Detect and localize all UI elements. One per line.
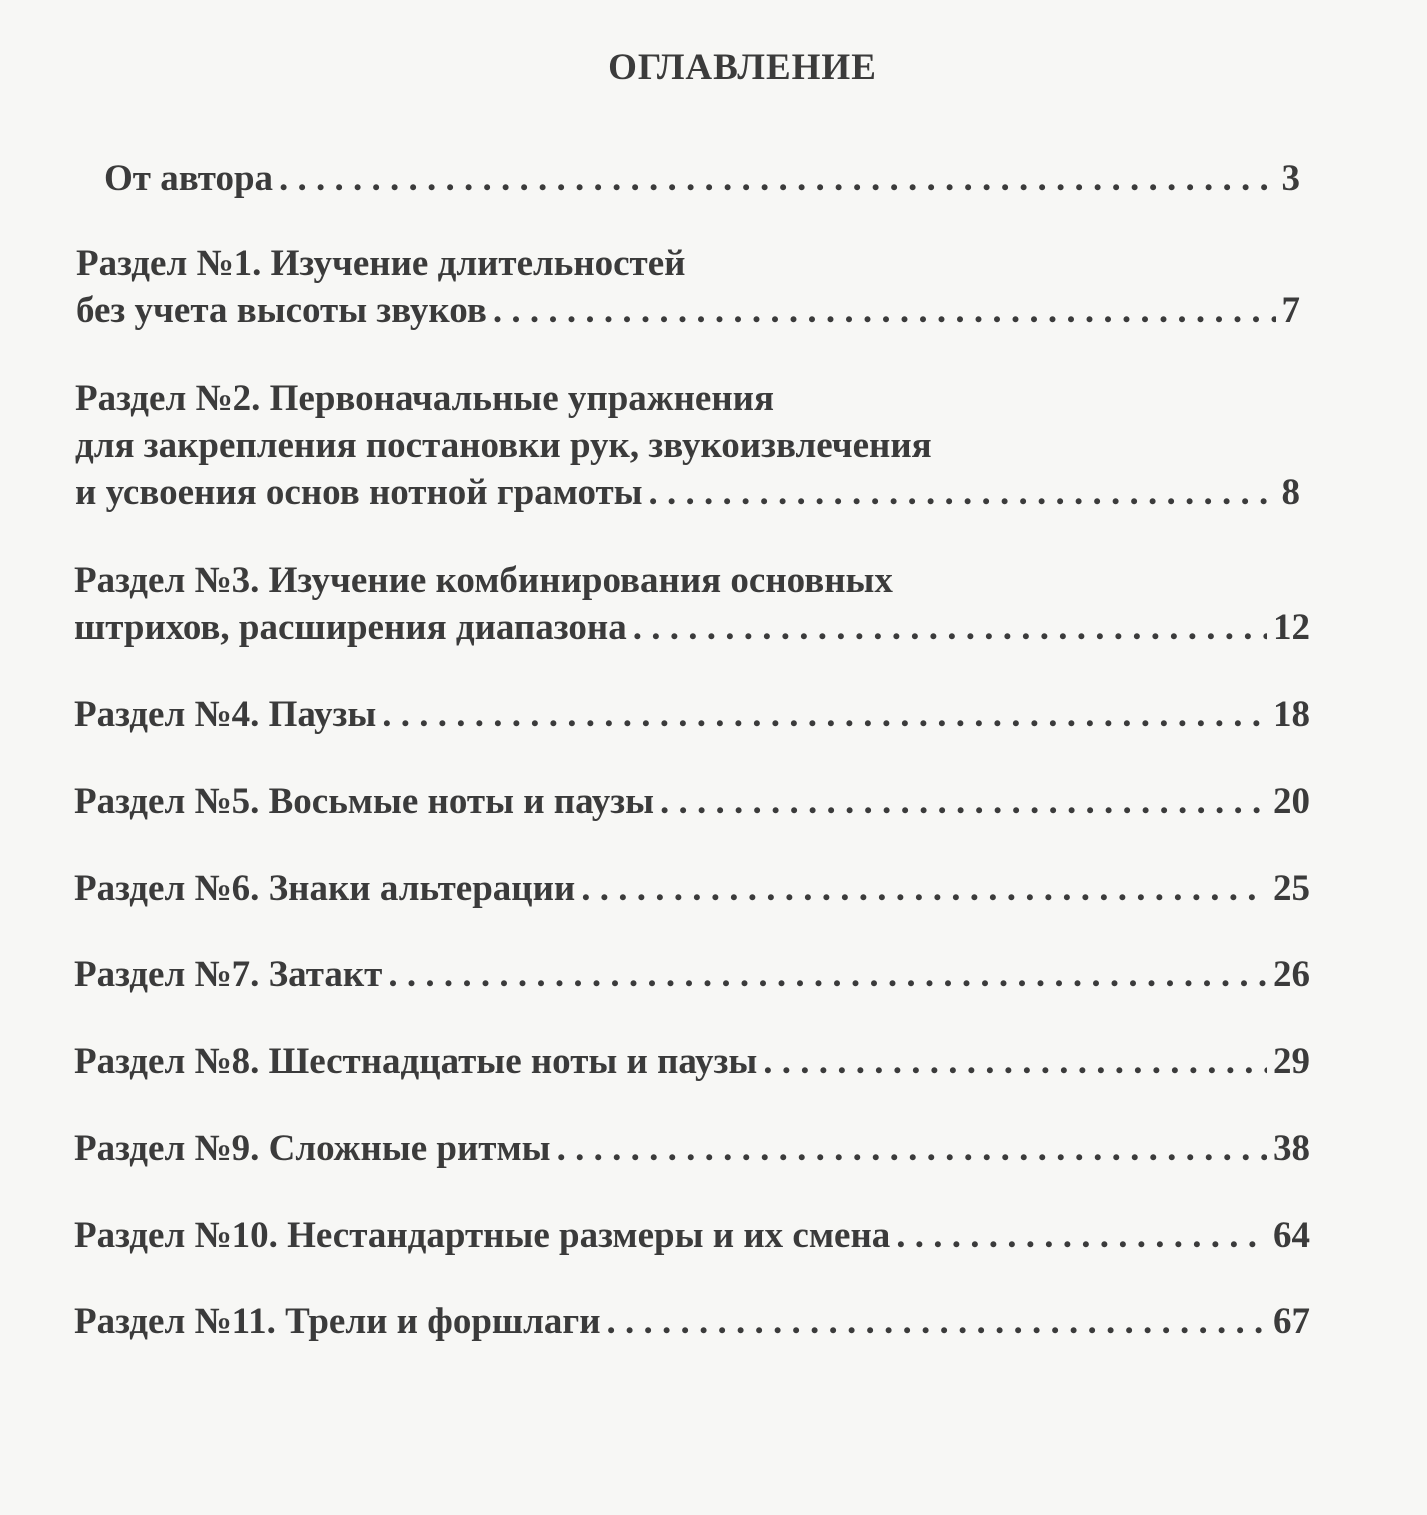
toc-entry	[74, 1298, 1310, 1345]
toc-entry-text: Раздел №4. Паузы	[74, 694, 377, 735]
toc-entry-text: Раздел №5. Восьмые ноты и паузы	[74, 781, 654, 822]
toc-entry-text: Раздел №10. Нестандартные размеры и их смена	[74, 1215, 891, 1256]
leader-dots	[633, 604, 1267, 651]
toc-entry-text: штрихов, расширения диапазона	[74, 607, 627, 648]
toc-entry	[104, 155, 1300, 202]
toc-entry-last-line	[74, 604, 1310, 651]
toc-entry-last-line	[74, 1038, 1310, 1085]
toc-entry	[74, 951, 1310, 998]
leader-dots	[763, 1038, 1267, 1085]
toc-page-number: 64	[1273, 1215, 1310, 1256]
toc-entry	[74, 1038, 1310, 1085]
toc-entry	[74, 1125, 1310, 1172]
toc-entry-last-line	[74, 1298, 1310, 1345]
toc-entry-text: Раздел №11. Трели и форшлаги	[74, 1301, 601, 1342]
toc-title: ОГЛАВЛЕНИЕ	[608, 47, 877, 88]
toc-entry-line: Раздел №1. Изучение длительностей	[76, 243, 686, 284]
leader-dots	[557, 1125, 1267, 1172]
toc-entry-last-line	[74, 778, 1310, 825]
toc-entry	[74, 778, 1310, 825]
toc-page-number: 12	[1273, 607, 1310, 648]
leader-dots	[382, 691, 1267, 738]
toc-entry-last-line	[74, 1212, 1310, 1259]
toc-page-number: 7	[1281, 290, 1300, 331]
toc-page-number: 29	[1273, 1041, 1310, 1082]
leader-dots	[388, 951, 1267, 998]
toc-entry-text: Раздел №7. Затакт	[74, 954, 383, 995]
toc-entry-last-line	[74, 865, 1310, 912]
leader-dots	[493, 287, 1276, 334]
toc-entry-last-line	[74, 1125, 1310, 1172]
toc-entry-last-line	[75, 469, 1300, 516]
toc-entry-last-line	[74, 951, 1310, 998]
toc-entry-text: Раздел №8. Шестнадцатые ноты и паузы	[74, 1041, 758, 1082]
toc-entry	[76, 240, 1300, 334]
leader-dots	[896, 1212, 1267, 1259]
toc-entry-last-line	[76, 287, 1300, 334]
toc-entry	[74, 557, 1310, 651]
toc-entry-line: Раздел №2. Первоначальные упражнения	[75, 378, 774, 419]
toc-page-number: 67	[1273, 1301, 1310, 1342]
toc-entry-line: для закрепления постановки рук, звукоизвлечения	[75, 425, 932, 466]
toc-entry-text: От автора	[104, 158, 274, 199]
toc-page-number: 38	[1273, 1128, 1310, 1169]
toc-entry-last-line	[104, 155, 1300, 202]
toc-entry	[75, 375, 1300, 516]
toc-entry-text: Раздел №9. Сложные ритмы	[74, 1128, 551, 1169]
toc-page-number: 20	[1273, 781, 1310, 822]
toc-entry-text: и усвоения основ нотной грамоты	[75, 472, 643, 513]
leader-dots	[581, 865, 1267, 912]
toc-entry-text: без учета высоты звуков	[76, 290, 487, 331]
toc-entry-line: Раздел №3. Изучение комбинирования основных	[74, 560, 893, 601]
toc-entry-text: Раздел №6. Знаки альтерации	[74, 868, 576, 909]
leader-dots	[649, 469, 1276, 516]
toc-page-number: 3	[1281, 158, 1300, 199]
leader-dots	[607, 1298, 1267, 1345]
toc-page-number: 18	[1273, 694, 1310, 735]
toc-entry	[74, 865, 1310, 912]
leader-dots	[279, 155, 1275, 202]
toc-page-number: 8	[1281, 472, 1300, 513]
toc-page-number: 25	[1273, 868, 1310, 909]
toc-entry	[74, 1212, 1310, 1259]
toc-page-number: 26	[1273, 954, 1310, 995]
toc-entry	[74, 691, 1310, 738]
toc-entry-last-line	[74, 691, 1310, 738]
leader-dots	[660, 778, 1267, 825]
